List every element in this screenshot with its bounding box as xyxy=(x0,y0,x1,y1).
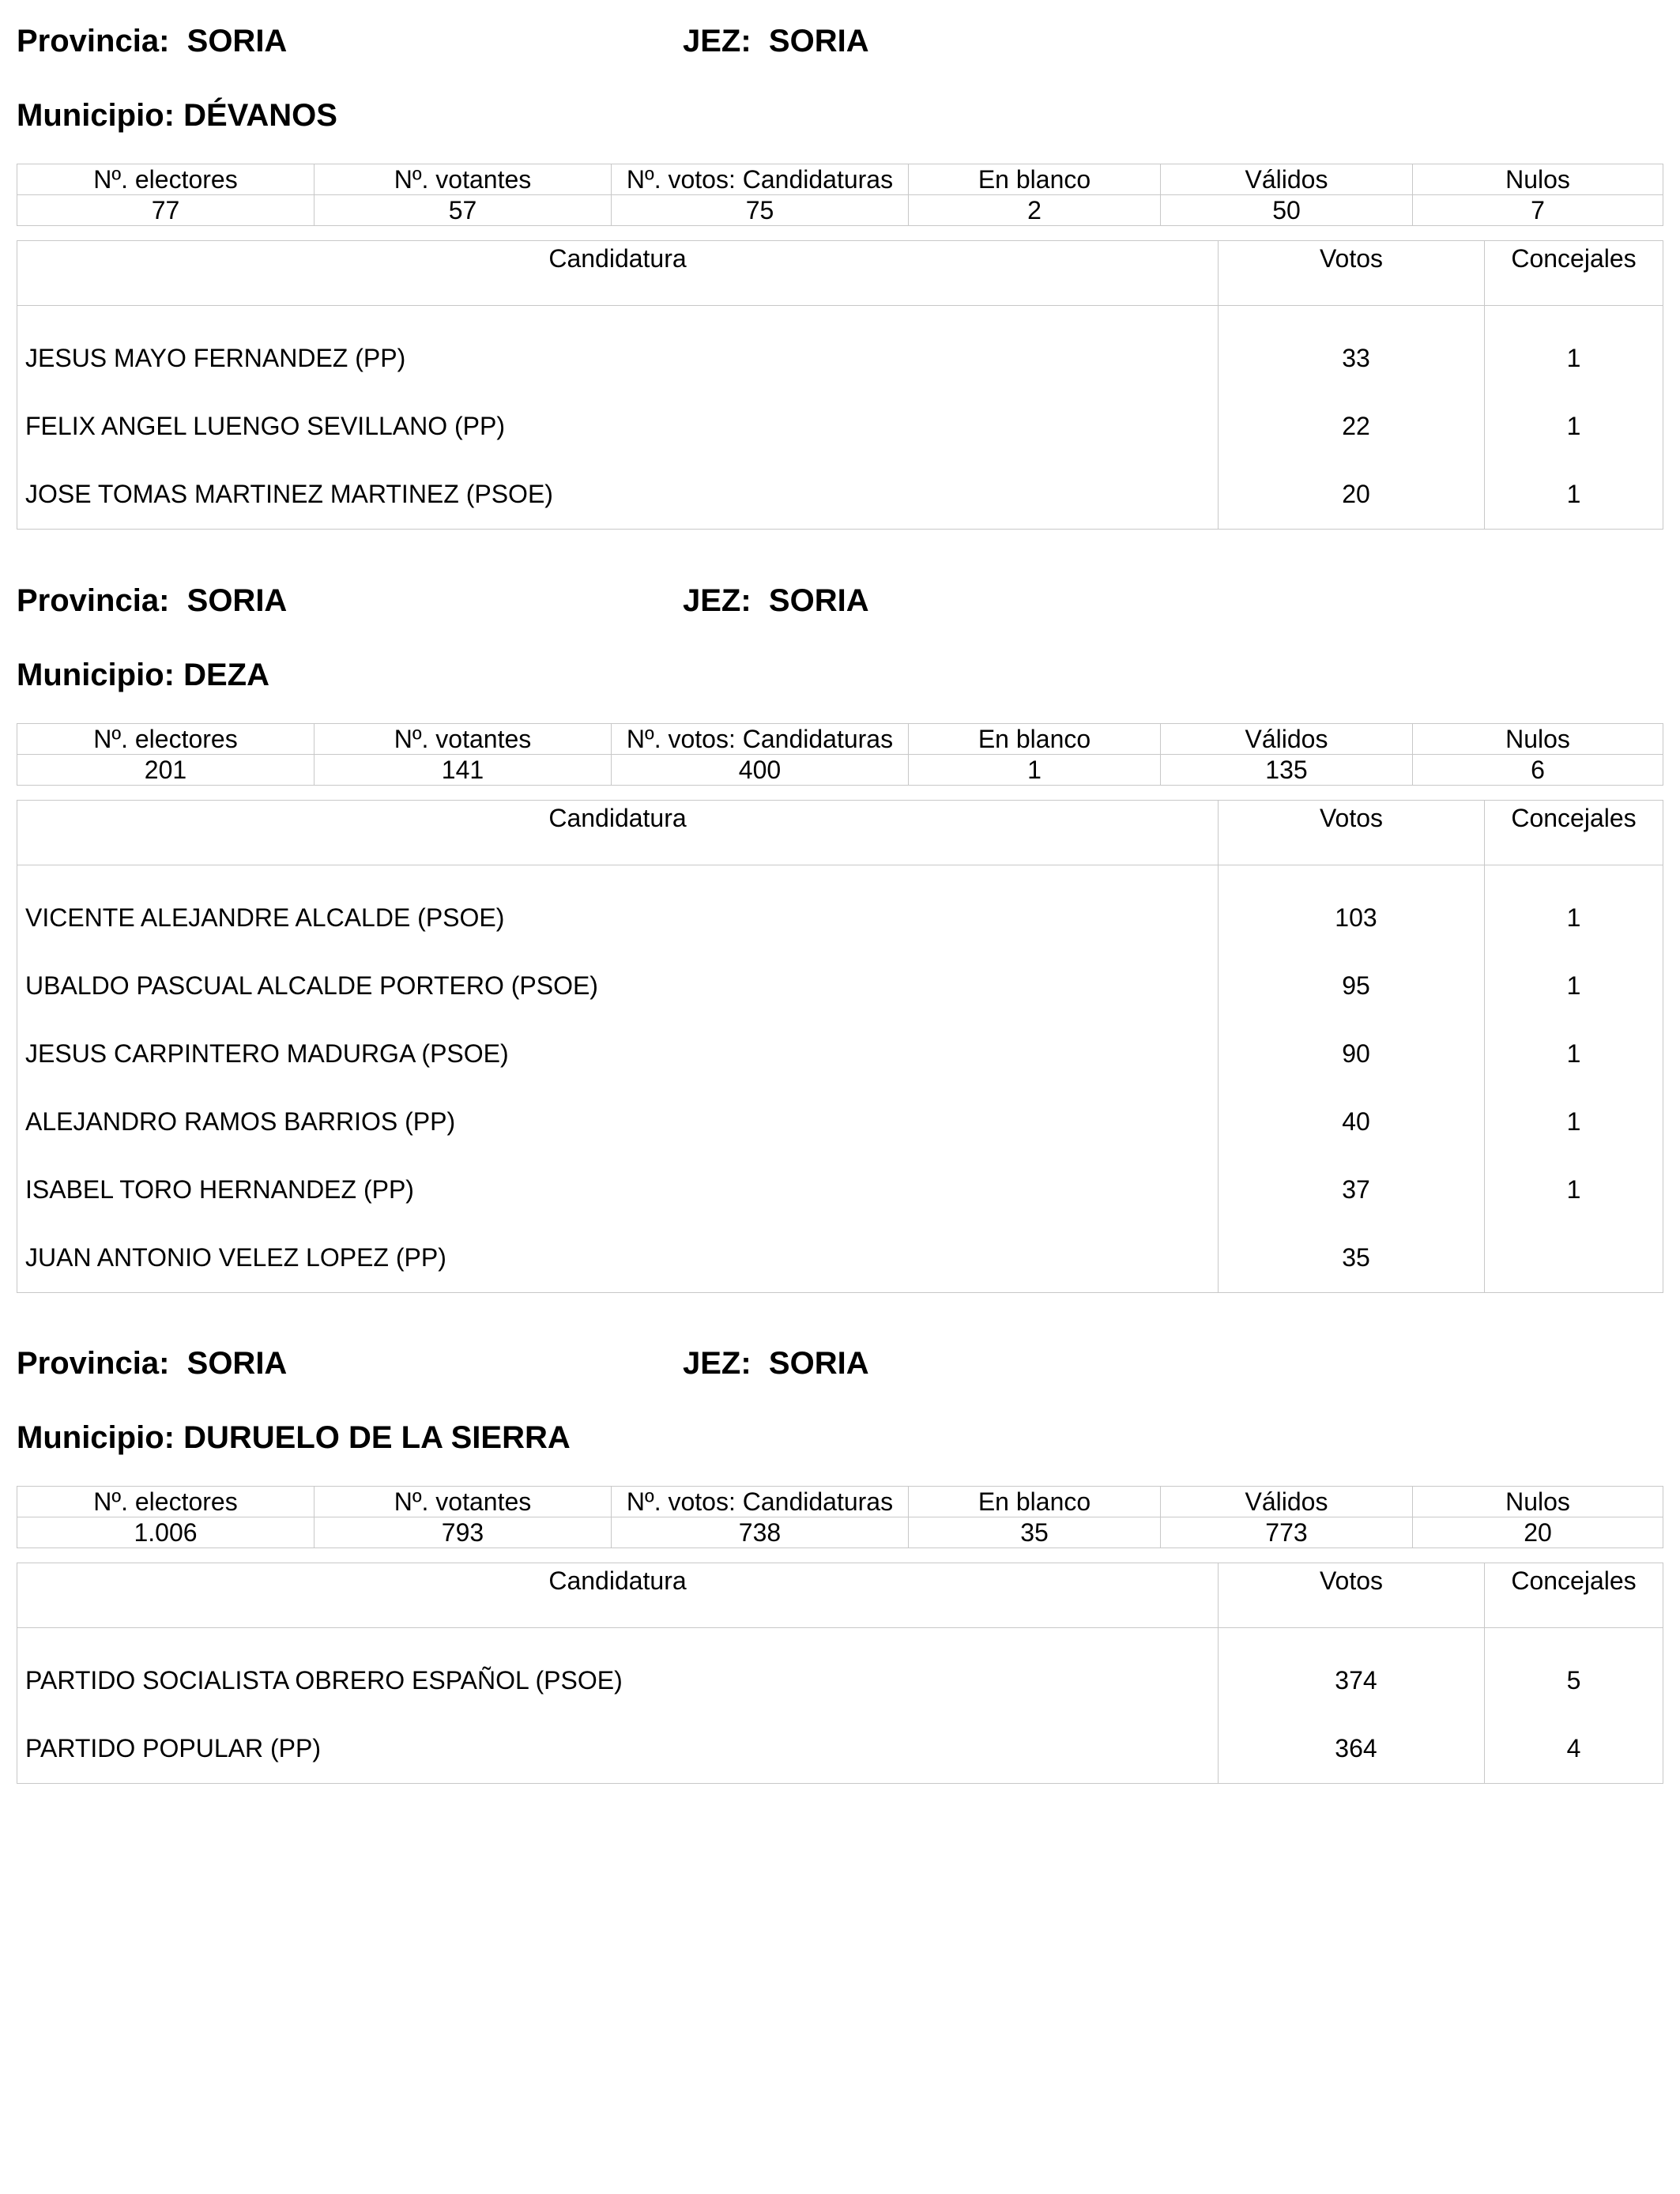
candidato-concejales: 1 xyxy=(1485,306,1663,393)
jez-heading xyxy=(683,22,869,60)
candidato-votos: 374 xyxy=(1219,1628,1485,1715)
candidaturas-header-cell: Concejales xyxy=(1485,241,1663,306)
provincia-label: Provincia: xyxy=(17,583,170,618)
provincia-value: SORIA xyxy=(186,1346,288,1381)
summary-header-cell: Nº. votos: Candidaturas xyxy=(612,164,909,195)
candidaturas-table xyxy=(17,240,1663,530)
candidato-votos: 35 xyxy=(1219,1224,1485,1293)
summary-value-cell: 141 xyxy=(315,755,612,786)
summary-header-cell: En blanco xyxy=(909,1487,1161,1517)
candidato-votos: 37 xyxy=(1219,1156,1485,1224)
jez-value: SORIA xyxy=(768,24,869,58)
summary-header-cell: Nº. electores xyxy=(17,164,315,195)
summary-value-row xyxy=(17,195,1663,226)
summary-value-row xyxy=(17,755,1663,786)
candidato-row xyxy=(17,306,1663,393)
candidato-name: JESUS MAYO FERNANDEZ (PP) xyxy=(17,306,1219,393)
summary-value-cell: 35 xyxy=(909,1517,1161,1548)
candidato-votos: 20 xyxy=(1219,461,1485,530)
candidato-concejales xyxy=(1485,1224,1663,1293)
candidaturas-header-cell: Votos xyxy=(1219,241,1485,306)
summary-header-row xyxy=(17,1487,1663,1517)
municipio-label: Municipio: xyxy=(17,1420,175,1455)
candidato-concejales: 1 xyxy=(1485,461,1663,530)
summary-value-cell: 400 xyxy=(612,755,909,786)
candidaturas-header-row xyxy=(17,241,1663,306)
summary-table xyxy=(17,1486,1663,1548)
candidato-name: ISABEL TORO HERNANDEZ (PP) xyxy=(17,1156,1219,1224)
candidato-votos: 103 xyxy=(1219,865,1485,952)
provincia-heading xyxy=(17,22,287,60)
municipio-heading xyxy=(17,656,269,694)
candidaturas-table xyxy=(17,1563,1663,1784)
candidato-name: VICENTE ALEJANDRE ALCALDE (PSOE) xyxy=(17,865,1219,952)
summary-value-cell: 20 xyxy=(1413,1517,1663,1548)
candidato-concejales: 1 xyxy=(1485,1156,1663,1224)
summary-value-cell: 2 xyxy=(909,195,1161,226)
summary-header-cell: En blanco xyxy=(909,724,1161,755)
candidaturas-header-row xyxy=(17,801,1663,865)
provincia-value: SORIA xyxy=(186,583,288,618)
candidato-row xyxy=(17,393,1663,461)
summary-header-cell: Válidos xyxy=(1161,1487,1413,1517)
provincia-value: SORIA xyxy=(186,24,288,58)
jez-label: JEZ: xyxy=(683,24,751,58)
summary-header-cell: Nº. votos: Candidaturas xyxy=(612,724,909,755)
summary-header-row xyxy=(17,724,1663,755)
candidato-name: JUAN ANTONIO VELEZ LOPEZ (PP) xyxy=(17,1224,1219,1293)
candidato-votos: 90 xyxy=(1219,1020,1485,1088)
candidato-row xyxy=(17,461,1663,530)
candidato-row xyxy=(17,1715,1663,1784)
candidaturas-header-row xyxy=(17,1563,1663,1628)
summary-value-cell: 738 xyxy=(612,1517,909,1548)
candidaturas-header-cell: Votos xyxy=(1219,801,1485,865)
summary-header-cell: Nº. votos: Candidaturas xyxy=(612,1487,909,1517)
candidato-concejales: 5 xyxy=(1485,1628,1663,1715)
candidato-name: JESUS CARPINTERO MADURGA (PSOE) xyxy=(17,1020,1219,1088)
provincia-label: Provincia: xyxy=(17,24,170,58)
jez-heading xyxy=(683,582,869,620)
candidaturas-header-cell: Concejales xyxy=(1485,1563,1663,1628)
summary-value-cell: 75 xyxy=(612,195,909,226)
candidaturas-header-cell: Candidatura xyxy=(17,241,1219,306)
candidato-concejales: 1 xyxy=(1485,393,1663,461)
summary-header-row xyxy=(17,164,1663,195)
candidato-row xyxy=(17,1628,1663,1715)
candidaturas-header-cell: Concejales xyxy=(1485,801,1663,865)
summary-header-cell: Nulos xyxy=(1413,164,1663,195)
candidato-concejales: 1 xyxy=(1485,1088,1663,1156)
candidato-name: ALEJANDRO RAMOS BARRIOS (PP) xyxy=(17,1088,1219,1156)
candidato-votos: 364 xyxy=(1219,1715,1485,1784)
summary-header-cell: Nº. votantes xyxy=(315,1487,612,1517)
candidato-row xyxy=(17,1020,1663,1088)
summary-value-cell: 773 xyxy=(1161,1517,1413,1548)
summary-header-cell: Nulos xyxy=(1413,1487,1663,1517)
summary-value-cell: 1.006 xyxy=(17,1517,315,1548)
provincia-label: Provincia: xyxy=(17,1346,170,1381)
summary-header-cell: Nº. votantes xyxy=(315,724,612,755)
summary-value-cell: 7 xyxy=(1413,195,1663,226)
summary-header-cell: Nulos xyxy=(1413,724,1663,755)
candidato-row xyxy=(17,1156,1663,1224)
candidato-votos: 33 xyxy=(1219,306,1485,393)
candidato-votos: 22 xyxy=(1219,393,1485,461)
summary-header-cell: Nº. votantes xyxy=(315,164,612,195)
summary-value-cell: 50 xyxy=(1161,195,1413,226)
candidato-row xyxy=(17,1088,1663,1156)
candidato-name: UBALDO PASCUAL ALCALDE PORTERO (PSOE) xyxy=(17,952,1219,1020)
summary-table xyxy=(17,164,1663,226)
summary-value-cell: 77 xyxy=(17,195,315,226)
candidaturas-header-cell: Candidatura xyxy=(17,1563,1219,1628)
provincia-heading xyxy=(17,582,287,620)
jez-label: JEZ: xyxy=(683,583,751,618)
summary-header-cell: En blanco xyxy=(909,164,1161,195)
candidato-row xyxy=(17,865,1663,952)
jez-label: JEZ: xyxy=(683,1346,751,1381)
summary-table xyxy=(17,723,1663,786)
candidato-name: PARTIDO POPULAR (PP) xyxy=(17,1715,1219,1784)
municipio-heading xyxy=(17,1419,571,1457)
candidato-votos: 40 xyxy=(1219,1088,1485,1156)
municipio-heading xyxy=(17,96,337,134)
candidaturas-header-cell: Votos xyxy=(1219,1563,1485,1628)
summary-value-cell: 135 xyxy=(1161,755,1413,786)
candidato-name: FELIX ANGEL LUENGO SEVILLANO (PP) xyxy=(17,393,1219,461)
candidato-concejales: 4 xyxy=(1485,1715,1663,1784)
candidaturas-table xyxy=(17,800,1663,1293)
summary-value-cell: 201 xyxy=(17,755,315,786)
municipio-label: Municipio: xyxy=(17,98,175,133)
candidato-row xyxy=(17,1224,1663,1293)
jez-value: SORIA xyxy=(768,583,869,618)
summary-header-cell: Válidos xyxy=(1161,164,1413,195)
candidato-concejales: 1 xyxy=(1485,1020,1663,1088)
summary-header-cell: Válidos xyxy=(1161,724,1413,755)
candidato-row xyxy=(17,952,1663,1020)
summary-header-cell: Nº. electores xyxy=(17,1487,315,1517)
candidato-name: PARTIDO SOCIALISTA OBRERO ESPAÑOL (PSOE) xyxy=(17,1628,1219,1715)
summary-value-cell: 1 xyxy=(909,755,1161,786)
municipio-value: DEZA xyxy=(183,658,269,692)
municipio-value: DÉVANOS xyxy=(183,98,337,133)
municipio-label: Municipio: xyxy=(17,658,175,692)
municipio-value: DURUELO DE LA SIERRA xyxy=(183,1420,571,1455)
summary-value-cell: 57 xyxy=(315,195,612,226)
candidato-votos: 95 xyxy=(1219,952,1485,1020)
summary-value-cell: 6 xyxy=(1413,755,1663,786)
jez-heading xyxy=(683,1344,869,1382)
jez-value: SORIA xyxy=(768,1346,869,1381)
candidato-concejales: 1 xyxy=(1485,865,1663,952)
summary-value-row xyxy=(17,1517,1663,1548)
summary-value-cell: 793 xyxy=(315,1517,612,1548)
candidato-concejales: 1 xyxy=(1485,952,1663,1020)
provincia-heading xyxy=(17,1344,287,1382)
candidaturas-header-cell: Candidatura xyxy=(17,801,1219,865)
summary-header-cell: Nº. electores xyxy=(17,724,315,755)
candidato-name: JOSE TOMAS MARTINEZ MARTINEZ (PSOE) xyxy=(17,461,1219,530)
